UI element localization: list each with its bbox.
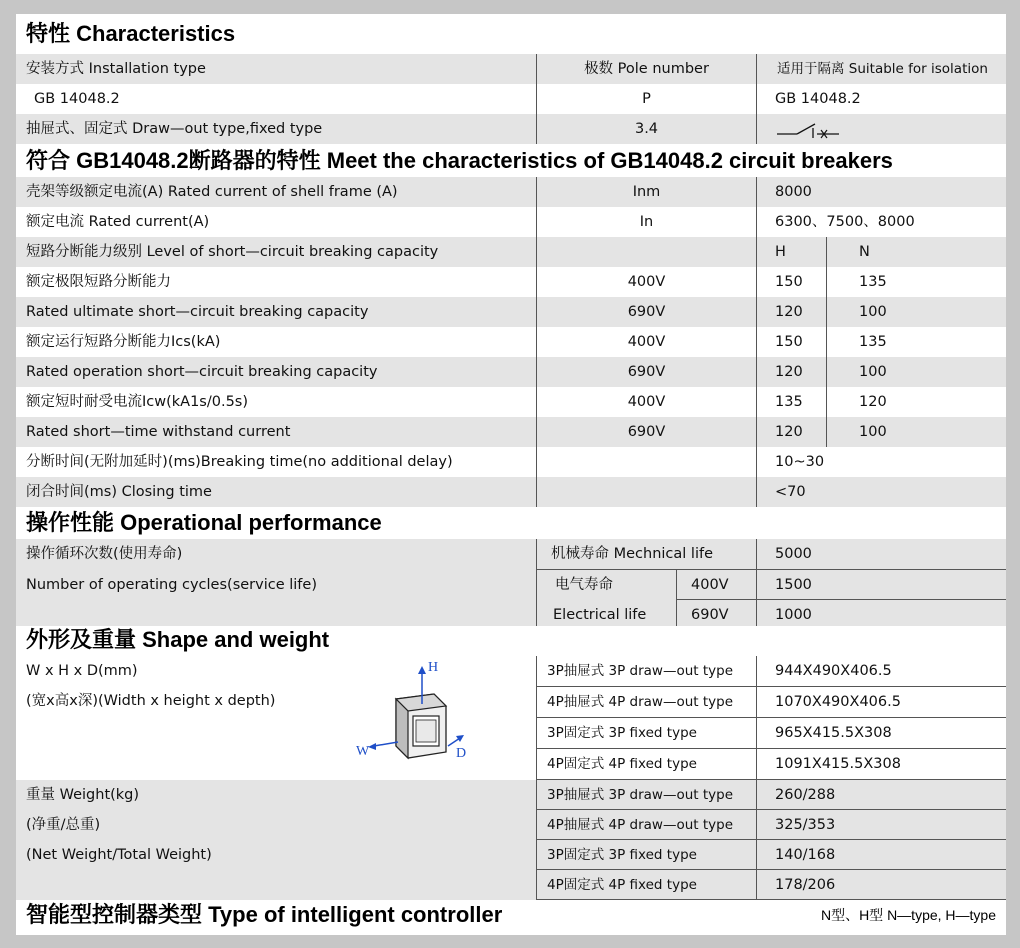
weight-label-3: (Net Weight/Total Weight) [26, 847, 212, 863]
dims-row [536, 749, 1006, 780]
meet-row-param: In [536, 207, 756, 237]
axis-h-label: H [428, 660, 439, 675]
dims-row [536, 656, 1006, 687]
meet-row [16, 267, 1006, 297]
elec-voltage-690: 690V [676, 600, 756, 630]
dims-row [536, 718, 1006, 749]
meet-value-n: 135 [826, 327, 1006, 357]
controller-title-text: 智能型控制器类型 Type of intelligent controller [26, 902, 503, 927]
weights-value: 325/353 [756, 810, 1006, 840]
meet-value-n: 135 [826, 267, 1006, 297]
meet-value-h: 120 [756, 357, 826, 387]
meet-value: <70 [756, 477, 1006, 507]
section-meet-title: 符合 GB14048.2断路器的特性 Meet the characteristics of GB14048.2 circuit breakers [16, 147, 1006, 175]
meet-row [16, 327, 1006, 357]
meet-row-param: Inm [536, 177, 756, 207]
draw-out-fixed-label: 抽屉式、固定式 Draw—out type,fixed type [26, 121, 323, 137]
isolation-label: 适用于隔离 Suitable for isolation [756, 54, 1006, 84]
mechanical-life-label: 机械寿命 Mechnical life [536, 539, 756, 570]
isolation-standard-value: GB 14048.2 [756, 84, 1006, 114]
meet-row-param: 400V [536, 327, 756, 357]
electrical-life-label-cn: 电气寿命 [536, 570, 676, 600]
dims-value: 965X415.5X308 [756, 718, 1006, 749]
weights-type-label: 3P抽屉式 3P draw—out type [536, 780, 756, 810]
meet-value-n: 100 [826, 297, 1006, 327]
weights-row [536, 840, 1006, 870]
dims-row [536, 687, 1006, 718]
weight-rows [536, 780, 1006, 900]
meet-value-n: 100 [826, 357, 1006, 387]
meet-value-h: 135 [756, 387, 826, 417]
weight-right [536, 780, 1006, 900]
section-controller-title [16, 900, 1006, 930]
mechanical-life-value: 5000 [756, 539, 1006, 570]
meet-row-label: 额定电流 Rated current(A) [26, 214, 210, 230]
axis-w-label: W [356, 744, 370, 759]
meet-value-n: 120 [826, 387, 1006, 417]
meet-value: 10~30 [756, 447, 1006, 477]
meet-row [16, 237, 1006, 267]
dims-value: 1091X415.5X308 [756, 749, 1006, 780]
pole-count-value: 3.4 [536, 114, 756, 144]
isolation-switch-icon [756, 114, 1006, 144]
pole-value: P [536, 84, 756, 114]
weights-row [536, 780, 1006, 810]
char-row-2 [16, 114, 1006, 144]
weights-row [536, 870, 1006, 900]
meet-row-param: 400V [536, 267, 756, 297]
weights-value: 140/168 [756, 840, 1006, 870]
char-header-row [16, 54, 1006, 84]
meet-row-label: 壳架等级额定电流(A) Rated current of shell frame (A) [26, 184, 398, 200]
installation-type-label: 安装方式 Installation type [26, 61, 206, 77]
meet-row-param [536, 477, 756, 507]
dims-type-label: 3P固定式 3P fixed type [536, 718, 756, 749]
section-characteristics-title: 特性 Characteristics [16, 20, 1006, 48]
dims-value: 1070X490X406.5 [756, 687, 1006, 718]
weights-type-label: 4P抽屉式 4P draw—out type [536, 810, 756, 840]
meet-row-label: 额定运行短路分断能力Ics(kA) [26, 334, 221, 350]
meet-value-h: H [756, 237, 826, 267]
dims-type-label: 4P抽屉式 4P draw—out type [536, 687, 756, 718]
weights-type-label: 3P固定式 3P fixed type [536, 840, 756, 870]
meet-row [16, 417, 1006, 447]
meet-row-label: 闭合时间(ms) Closing time [26, 484, 212, 500]
electrical-life-label-en: Electrical life [536, 600, 676, 630]
section-shape-title: 外形及重量 Shape and weight [16, 626, 1006, 654]
standard-value: GB 14048.2 [34, 91, 120, 107]
meet-value-h: 150 [756, 267, 826, 297]
dims-rows [536, 656, 1006, 780]
meet-row-param: 400V [536, 387, 756, 417]
weights-row [536, 810, 1006, 840]
meet-row-param [536, 447, 756, 477]
op-row-mech [16, 539, 1006, 570]
meet-row-label: Rated short—time withstand current [26, 424, 291, 440]
meet-row-label: Rated operation short—circuit breaking capacity [26, 364, 378, 380]
controller-type-value: N型、H型 N—type, H—type [820, 907, 996, 923]
meet-row-label: 分断时间(无附加延时)(ms)Breaking time(no additional delay) [26, 454, 453, 470]
meet-value: 8000 [756, 177, 1006, 207]
meet-value: 6300、7500、8000 [756, 207, 1006, 237]
electrical-life-400-value: 1500 [756, 570, 1006, 600]
operating-cycles-label-en: Number of operating cycles(service life) [26, 577, 317, 593]
dims-label-cell [16, 656, 536, 780]
meet-row-param: 690V [536, 417, 756, 447]
axis-d-label: D [456, 746, 467, 761]
weight-block [16, 780, 1006, 900]
meet-row [16, 447, 1006, 477]
dims-label-2: (宽x高x深)(Width x height x depth) [26, 693, 276, 709]
weight-label-2: (净重/总重) [26, 817, 101, 833]
meet-value-n: 100 [826, 417, 1006, 447]
op-row-elec-400 [16, 570, 1006, 600]
meet-row [16, 297, 1006, 327]
section-operational-title: 操作性能 Operational performance [16, 509, 1006, 537]
meet-row-label: 额定短时耐受电流Icw(kA1s/0.5s) [26, 394, 249, 410]
meet-row [16, 357, 1006, 387]
dims-right [536, 656, 1006, 780]
meet-row-label: Rated ultimate short—circuit breaking capacity [26, 304, 369, 320]
meet-value-h: 120 [756, 297, 826, 327]
meet-row-label: 额定极限短路分断能力 [26, 274, 171, 290]
weights-value: 260/288 [756, 780, 1006, 810]
breaker-3d-icon [356, 660, 467, 780]
meet-value-h: 150 [756, 327, 826, 357]
operating-cycles-label-cn: 操作循环次数(使用寿命) [26, 546, 183, 562]
meet-row [16, 477, 1006, 507]
meet-row-param: 690V [536, 357, 756, 387]
electrical-life-690-value: 1000 [756, 600, 1006, 630]
meet-row-param [536, 237, 756, 267]
meet-row-param: 690V [536, 297, 756, 327]
weights-type-label: 4P固定式 4P fixed type [536, 870, 756, 900]
meet-row [16, 207, 1006, 237]
dims-value: 944X490X406.5 [756, 656, 1006, 687]
char-row-1 [16, 84, 1006, 114]
weight-label-1: 重量 Weight(kg) [26, 787, 140, 803]
dims-type-label: 4P固定式 4P fixed type [536, 749, 756, 780]
weights-value: 178/206 [756, 870, 1006, 900]
meet-value-h: 120 [756, 417, 826, 447]
spec-sheet [16, 14, 1006, 935]
dims-type-label: 3P抽屉式 3P draw—out type [536, 656, 756, 687]
meet-row [16, 387, 1006, 417]
weight-label-cell [16, 780, 536, 900]
meet-value-n: N [826, 237, 1006, 267]
dims-label-1: W x H x D(mm) [26, 663, 138, 679]
meet-row [16, 177, 1006, 207]
dims-block [16, 656, 1006, 780]
meet-row-label: 短路分断能力级别 Level of short—circuit breaking capacity [26, 244, 439, 260]
pole-number-label: 极数 Pole number [536, 54, 756, 84]
elec-voltage-400: 400V [676, 570, 756, 600]
